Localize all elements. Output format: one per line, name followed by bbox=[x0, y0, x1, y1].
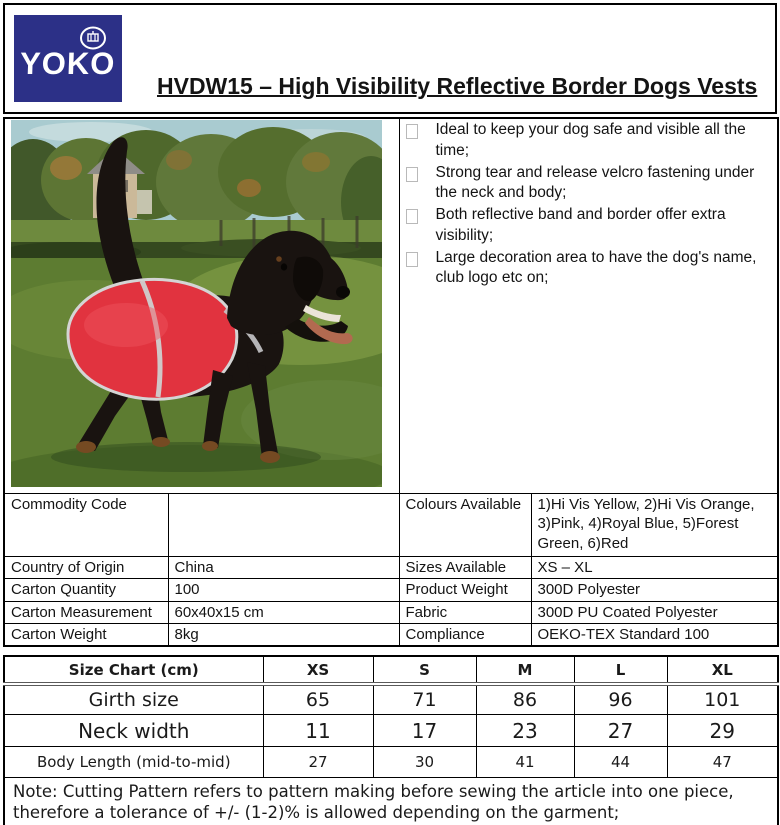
size-col-header: M bbox=[476, 656, 574, 684]
measure-value: 11 bbox=[263, 715, 373, 747]
feature-list bbox=[399, 118, 778, 494]
spec-value: 300D Polyester bbox=[531, 579, 778, 601]
size-chart-table bbox=[3, 655, 779, 825]
feature-text: Ideal to keep your dog safe and visible all the time; bbox=[435, 121, 746, 159]
yoko-logo-text: YOKO bbox=[19, 45, 117, 81]
tolerance-note: Note: Cutting Pattern refers to pattern making before sewing the article into one piece, therefore a tolerance of +/- (1-2)% is allowed depending on the garment; bbox=[4, 778, 778, 825]
product-photo-dog-in-red-vest bbox=[11, 120, 382, 487]
measure-value: 96 bbox=[574, 684, 667, 715]
spec-value: 100 bbox=[168, 579, 399, 601]
spec-value: 1)Hi Vis Yellow, 2)Hi Vis Orange, 3)Pink, 4)Royal Blue, 5)Forest Green, 6)Red bbox=[531, 494, 778, 557]
size-chart-header-row bbox=[4, 656, 778, 684]
bullet-square-icon bbox=[406, 124, 418, 139]
page-title: HVDW15 – High Visibility Reflective Border Dogs Vests bbox=[157, 73, 758, 99]
spec-row bbox=[4, 623, 778, 646]
header bbox=[3, 3, 777, 114]
feature-text: Large decoration area to have the dog's name, club logo etc on; bbox=[435, 248, 757, 287]
measure-value: 44 bbox=[574, 747, 667, 778]
measure-label: Neck width bbox=[4, 715, 263, 747]
spec-value: OEKO-TEX Standard 100 bbox=[531, 623, 778, 646]
spec-value bbox=[168, 494, 399, 557]
media-row bbox=[4, 118, 778, 494]
measure-value: 27 bbox=[574, 715, 667, 747]
spec-label: Carton Quantity bbox=[4, 579, 168, 601]
spec-row bbox=[4, 494, 778, 557]
measure-value: 65 bbox=[263, 684, 373, 715]
yoko-logo bbox=[14, 15, 122, 102]
spec-label: Colours Available bbox=[399, 494, 531, 557]
spec-label: Country of Origin bbox=[4, 557, 168, 579]
size-col-header: S bbox=[373, 656, 476, 684]
size-chart-title: Size Chart (cm) bbox=[4, 656, 263, 684]
measure-label: Girth size bbox=[4, 684, 263, 715]
size-chart-note-row bbox=[4, 778, 778, 825]
size-chart-row bbox=[4, 684, 778, 715]
measure-value: 41 bbox=[476, 747, 574, 778]
measure-value: 86 bbox=[476, 684, 574, 715]
bullet-square-icon bbox=[406, 252, 418, 267]
measure-value: 27 bbox=[263, 747, 373, 778]
spec-label: Compliance bbox=[399, 623, 531, 646]
feature-item bbox=[406, 248, 772, 290]
measure-label: Body Length (mid-to-mid) bbox=[4, 747, 263, 778]
measure-value: 71 bbox=[373, 684, 476, 715]
bullet-square-icon bbox=[406, 209, 418, 224]
spec-label: Commodity Code bbox=[4, 494, 168, 557]
photo-cell bbox=[4, 118, 399, 494]
size-col-header: XS bbox=[263, 656, 373, 684]
spec-value: 60x40x15 cm bbox=[168, 601, 399, 623]
measure-value: 47 bbox=[667, 747, 778, 778]
bullet-square-icon bbox=[406, 167, 418, 182]
feature-text: Strong tear and release velcro fastening under the neck and body; bbox=[435, 163, 755, 202]
spec-row bbox=[4, 601, 778, 623]
measure-value: 30 bbox=[373, 747, 476, 778]
spec-value: 300D PU Coated Polyester bbox=[531, 601, 778, 623]
spec-label: Sizes Available bbox=[399, 557, 531, 579]
measure-value: 101 bbox=[667, 684, 778, 715]
size-col-header: L bbox=[574, 656, 667, 684]
spec-value: China bbox=[168, 557, 399, 579]
measure-value: 23 bbox=[476, 715, 574, 747]
spec-label: Carton Weight bbox=[4, 623, 168, 646]
measure-value: 17 bbox=[373, 715, 476, 747]
spec-label: Fabric bbox=[399, 601, 531, 623]
size-col-header: XL bbox=[667, 656, 778, 684]
spec-value: XS – XL bbox=[531, 557, 778, 579]
spec-row bbox=[4, 579, 778, 601]
spec-value: 8kg bbox=[168, 623, 399, 646]
feature-item bbox=[406, 205, 772, 247]
globe-emblem-icon bbox=[78, 25, 108, 53]
spec-label: Product Weight bbox=[399, 579, 531, 601]
spec-label: Carton Measurement bbox=[4, 601, 168, 623]
size-chart-row bbox=[4, 747, 778, 778]
feature-item bbox=[406, 163, 772, 205]
feature-item bbox=[406, 120, 772, 162]
measure-value: 29 bbox=[667, 715, 778, 747]
size-chart-row bbox=[4, 715, 778, 747]
feature-text: Both reflective band and border offer extra visibility; bbox=[435, 206, 726, 244]
spec-row bbox=[4, 557, 778, 579]
spec-table bbox=[3, 117, 779, 647]
